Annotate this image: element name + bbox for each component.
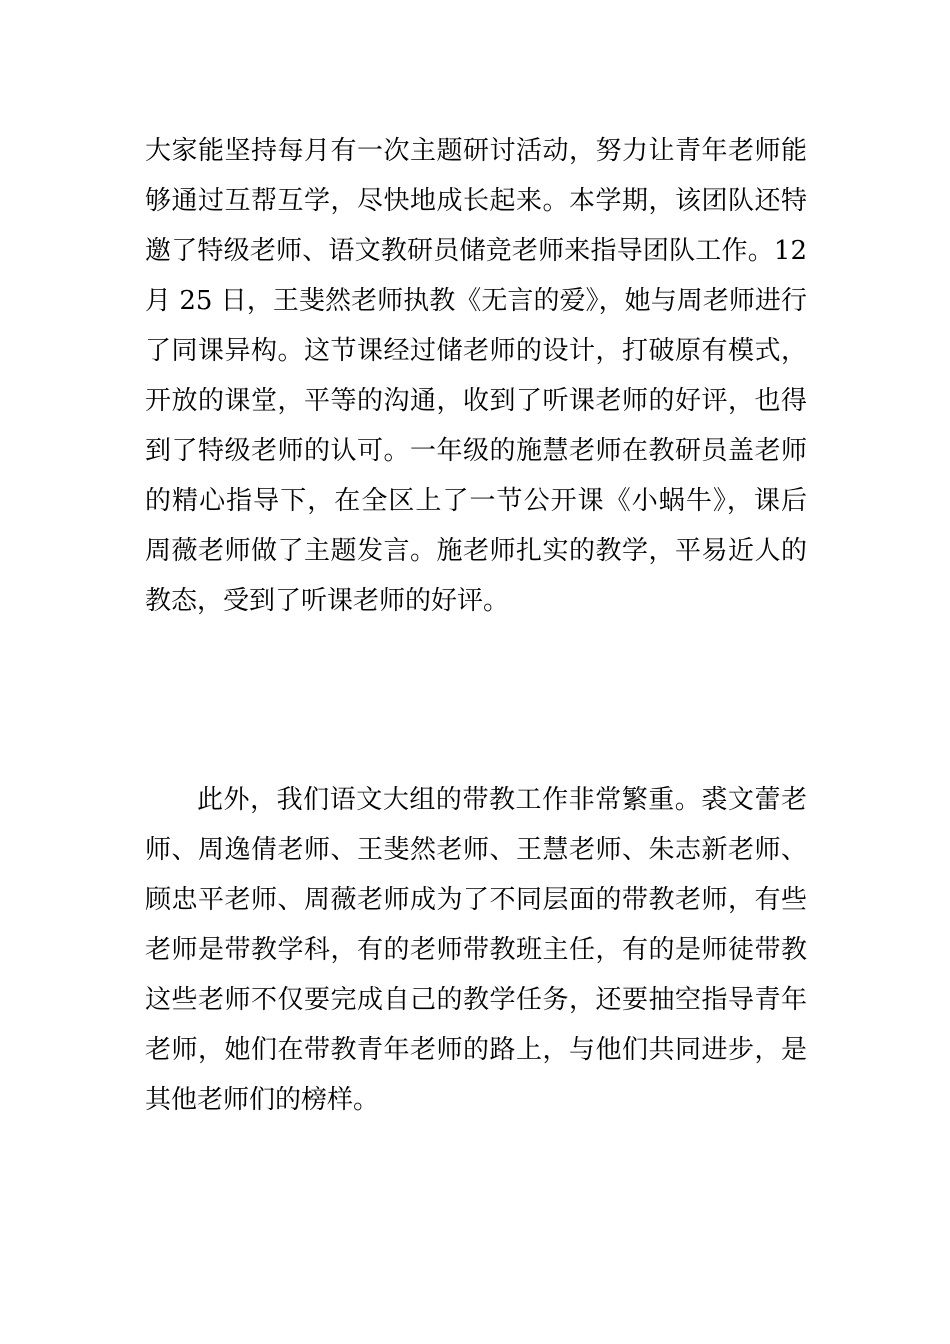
paragraph-line: 此外，我们语文大组的带教工作非常繁重。裘文蕾老 bbox=[197, 785, 807, 815]
paragraph-line: 顾忠平老师、周薇老师成为了不同层面的带教老师，有些 bbox=[145, 885, 807, 915]
paragraph-line: 到了特级老师的认可。一年级的施慧老师在教研员盖老师 bbox=[145, 436, 807, 466]
paragraph-line: 了同课异构。这节课经过储老师的设计，打破原有模式， bbox=[145, 336, 807, 366]
paragraph-line: 师、周逸倩老师、王斐然老师、王慧老师、朱志新老师、 bbox=[145, 835, 807, 865]
paragraph-line: 邀了特级老师、语文教研员储竞老师来指导团队工作。12 bbox=[145, 236, 807, 266]
paragraph-line: 大家能坚持每月有一次主题研讨活动，努力让青年老师能 bbox=[145, 136, 807, 166]
paragraph-teaching-research bbox=[145, 126, 807, 626]
paragraph-line: 老师是带教学科，有的老师带教班主任，有的是师徒带教 bbox=[145, 935, 807, 965]
paragraph-line: 开放的课堂，平等的沟通，收到了听课老师的好评，也得 bbox=[145, 386, 807, 416]
paragraph-line: 教态，受到了听课老师的好评。 bbox=[145, 586, 510, 616]
paragraph-line: 周薇老师做了主题发言。施老师扎实的教学，平易近人的 bbox=[145, 536, 807, 566]
paragraph-line: 老师，她们在带教青年老师的路上，与他们共同进步，是 bbox=[145, 1035, 807, 1065]
paragraph-line: 的精心指导下，在全区上了一节公开课《小蜗牛》，课后 bbox=[145, 486, 807, 516]
paragraph-mentoring bbox=[145, 775, 807, 1125]
paragraph-line: 月 25 日，王斐然老师执教《无言的爱》，她与周老师进行 bbox=[145, 286, 807, 316]
paragraph-line: 其他老师们的榜样。 bbox=[145, 1085, 380, 1115]
paragraph-line: 够通过互帮互学，尽快地成长起来。本学期，该团队还特 bbox=[145, 186, 807, 216]
paragraph-line: 这些老师不仅要完成自己的教学任务，还要抽空指导青年 bbox=[145, 985, 807, 1015]
